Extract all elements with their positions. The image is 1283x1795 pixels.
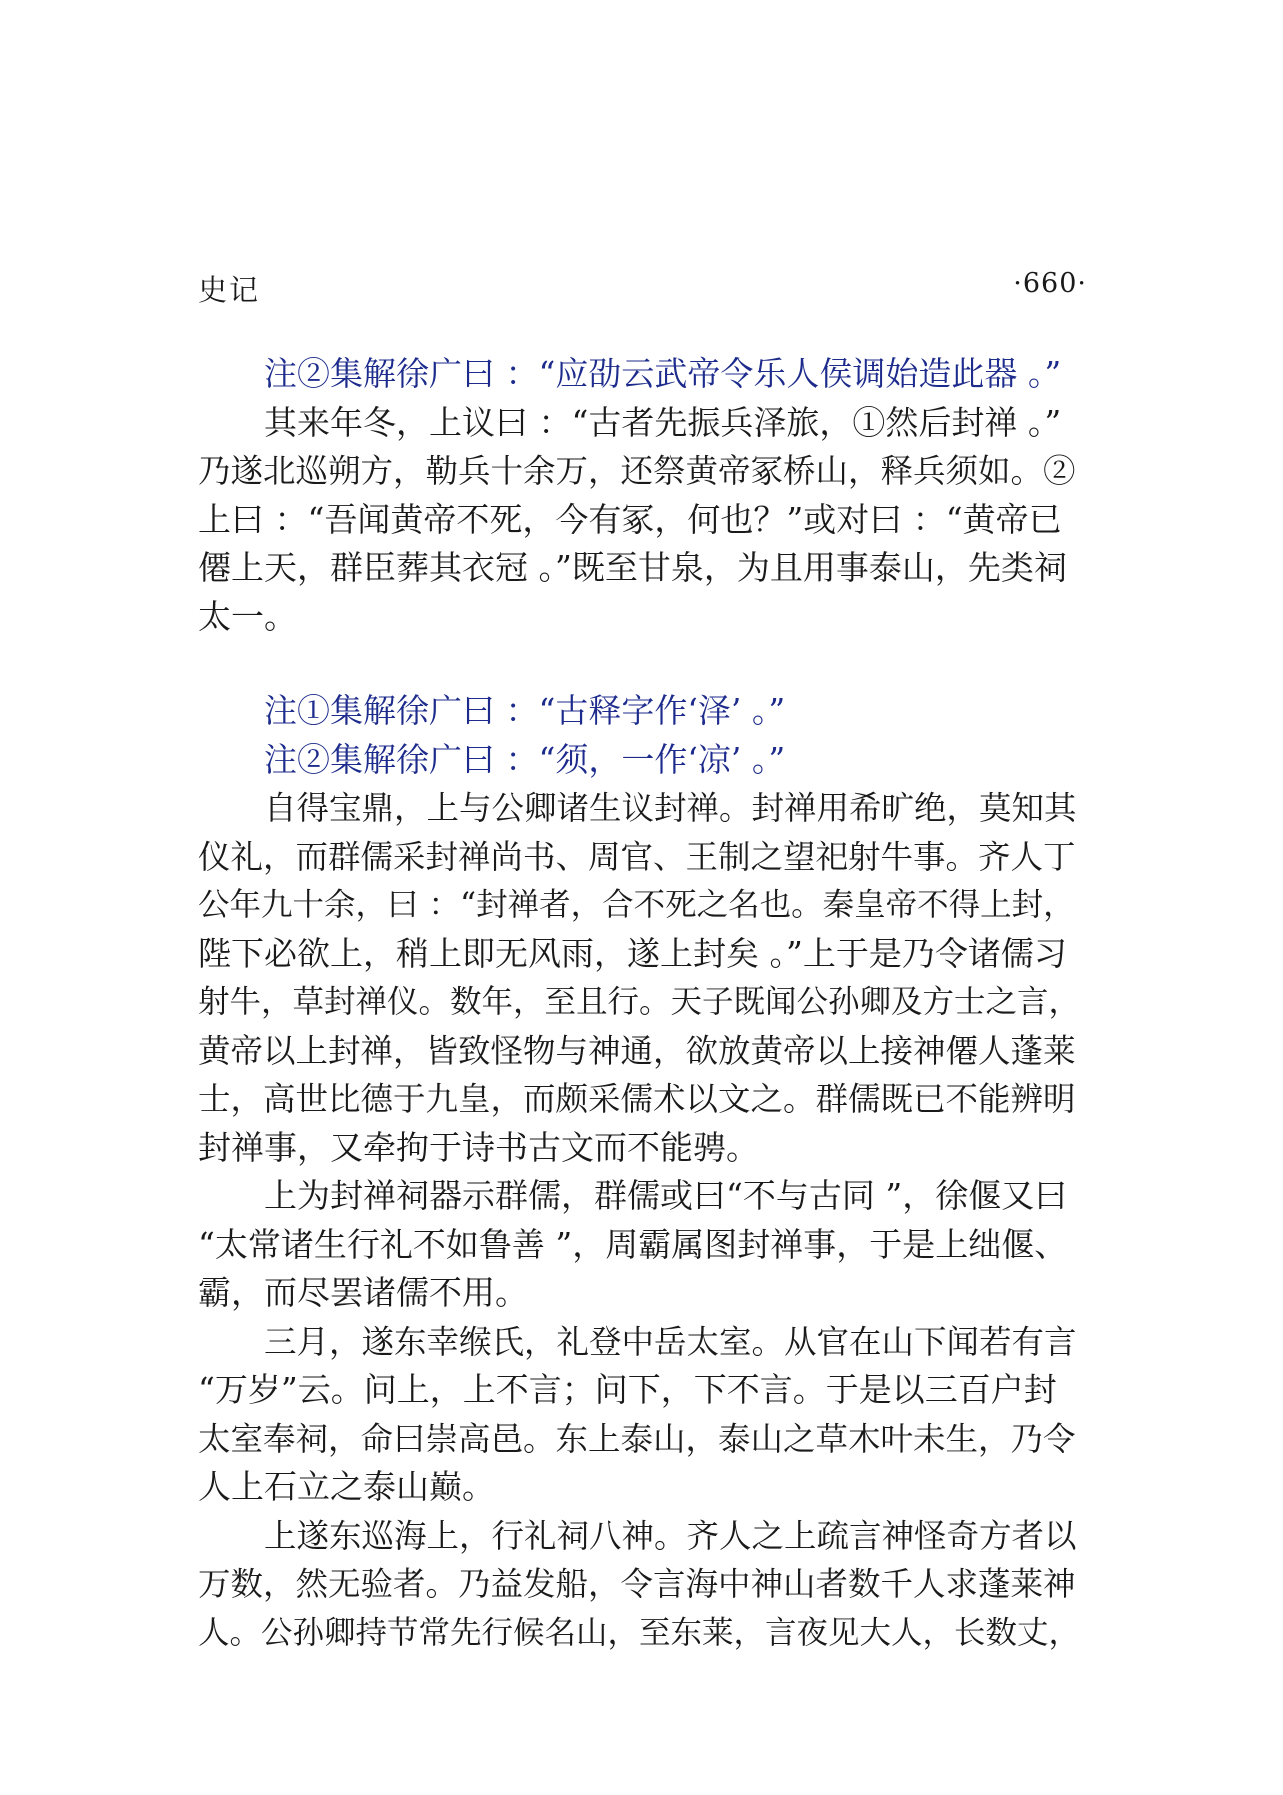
paragraph bbox=[198, 1172, 1087, 1318]
text-line: 陛下必欲上，稍上即无风雨，遂上封矣 。”上于是乃令诸儒习 bbox=[198, 933, 1067, 973]
text-line: 太一。 bbox=[198, 596, 297, 636]
annotation-note bbox=[198, 687, 1087, 736]
text-line: 人上石立之泰山巅。 bbox=[198, 1467, 495, 1506]
text-line: “太常诸生行礼不如鲁善 ”，周霸属图封禅事，于是上绌偃、 bbox=[198, 1224, 1068, 1264]
text-line: 万数，然无验者。乃益发船，令言海中神山者数千人求蓬莱神 bbox=[198, 1565, 1076, 1603]
text-line: 僊上天，群臣葬其衣冠 。”既至甘泉，为且用事泰山，先类祠 bbox=[198, 548, 1067, 587]
text-line: 乃遂北巡朔方，勒兵十余万，还祭黄帝冢桥山，释兵须如。② bbox=[198, 452, 1076, 490]
book-title: 史记 bbox=[198, 273, 261, 307]
text-line: 士，高世比德于九皇，而颇采儒术以文之。群儒既已不能辨明 bbox=[198, 1080, 1076, 1118]
text-line: 人。公孙卿持节常先行候名山，至东莱，言夜见大人，长数丈， bbox=[198, 1614, 1081, 1651]
text-line: 上为封禅祠器示群儒，群儒或曰“不与古同 ”，徐偃又曰 bbox=[264, 1176, 1068, 1215]
paragraph bbox=[198, 784, 1087, 1172]
text-line: 黄帝以上封禅，皆致怪物与神通，欲放黄帝以上接神僊人蓬莱 bbox=[198, 1031, 1076, 1070]
text-line: 其来年冬，上议曰 ：“古者先振兵泽旅，①然后封禅 。” bbox=[264, 402, 1062, 442]
paragraph bbox=[198, 1318, 1087, 1512]
note-line: 注②集解徐广曰 ：“须，一作‘凉’ 。” bbox=[264, 739, 786, 779]
text-line: 上遂东巡海上，行礼祠八神。齐人之上疏言神怪奇方者以 bbox=[264, 1516, 1077, 1555]
body-text bbox=[198, 350, 1087, 1657]
text-line: 射牛，草封禅仪。数年，至且行。天子既闻公孙卿及方士之言， bbox=[198, 984, 1081, 1020]
note-line: 注①集解徐广曰 ：“古释字作‘泽’ 。” bbox=[264, 691, 786, 730]
page-header bbox=[198, 268, 1087, 308]
text-line: 自得宝鼎，上与公卿诸生议封禅。封禅用希旷绝，莫知其 bbox=[264, 789, 1077, 827]
note-line: 注②集解徐广曰 ：“应劭云武帝令乐人侯调始造此器 。” bbox=[264, 354, 1062, 393]
paragraph bbox=[198, 399, 1087, 642]
text-line: 霸，而尽罢诸儒不用。 bbox=[198, 1273, 528, 1312]
annotation-note bbox=[198, 350, 1087, 399]
paragraph bbox=[198, 1512, 1087, 1658]
text-line: 三月，遂东幸缑氏，礼登中岳太室。从官在山下闻若有言 bbox=[264, 1322, 1077, 1361]
text-line: “万岁”云。问上，上不言；问下，下不言。于是以三百户封 bbox=[198, 1370, 1057, 1409]
paragraph-gap bbox=[198, 641, 1087, 687]
page-number: ·660· bbox=[1013, 268, 1087, 299]
text-line: 公年九十余，曰 ：“封禅者，合不死之名也。秦皇帝不得上封， bbox=[198, 887, 1075, 923]
annotation-note bbox=[198, 736, 1087, 785]
text-line: 太室奉祠，命曰崇高邑。东上泰山，泰山之草木叶未生，乃令 bbox=[198, 1419, 1076, 1458]
text-line: 封禅事，又牵拘于诗书古文而不能骋。 bbox=[198, 1127, 759, 1167]
text-line: 上曰 ：“吾闻黄帝不死，今有冢，何也？”或对曰 ：“黄帝已 bbox=[198, 499, 1062, 539]
text-line: 仪礼，而群儒采封禅尚书、周官、王制之望祀射牛事。齐人丁 bbox=[198, 837, 1076, 876]
